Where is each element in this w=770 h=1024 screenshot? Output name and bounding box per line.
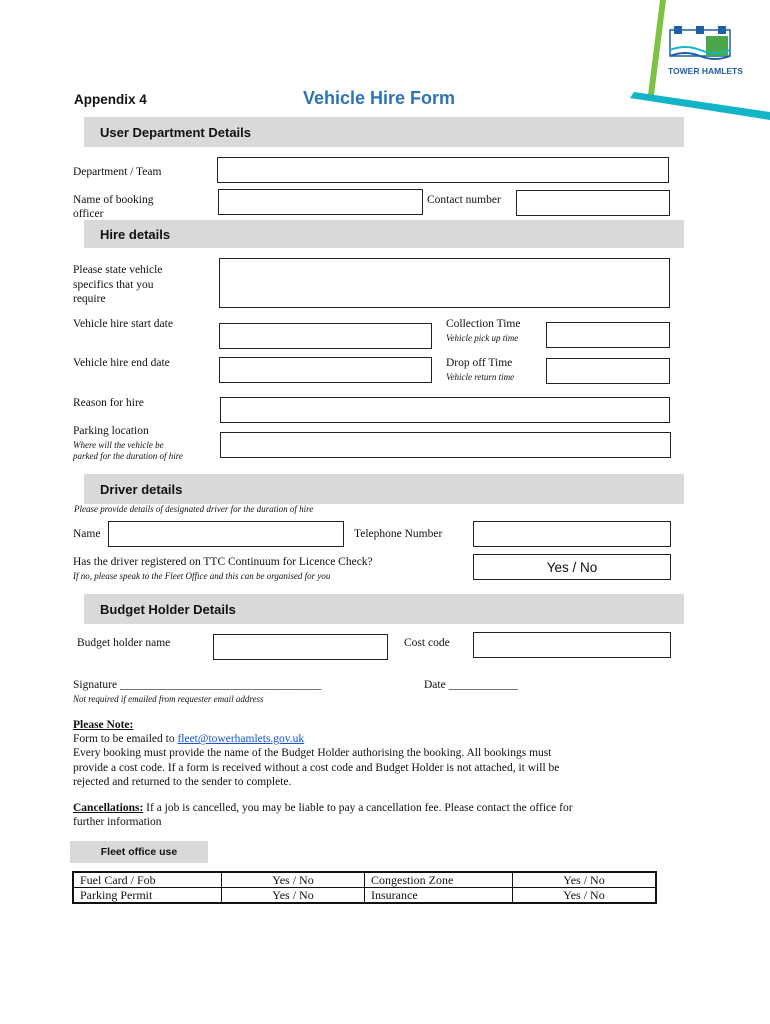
table-row bbox=[73, 888, 656, 904]
ttc-yes-no-field[interactable]: Yes / No bbox=[473, 554, 671, 580]
fleet-label-congestion: Congestion Zone bbox=[365, 872, 513, 888]
budget-holder-field[interactable] bbox=[213, 634, 388, 660]
note-email-prefix: Form to be emailed to bbox=[73, 733, 178, 746]
section-title: Driver details bbox=[100, 481, 183, 497]
booking-officer-field[interactable] bbox=[218, 189, 423, 215]
section-driver-details bbox=[84, 474, 684, 504]
please-note-block bbox=[73, 718, 713, 789]
fleet-value-parking-permit[interactable]: Yes / No bbox=[222, 888, 365, 904]
fleet-label-insurance: Insurance bbox=[365, 888, 513, 904]
vehicle-specifics-field[interactable] bbox=[219, 258, 670, 308]
cancellations-heading: Cancellations: bbox=[73, 802, 144, 814]
section-title: Budget Holder Details bbox=[100, 601, 236, 617]
specifics-line2: specifics that you bbox=[73, 278, 154, 291]
dropoff-time-field[interactable] bbox=[546, 358, 670, 384]
specifics-line1: Please state vehicle bbox=[73, 264, 163, 276]
signature-hint: Not required if emailed from requester email address bbox=[73, 694, 264, 704]
cancellations-text-1: If a job is cancelled, you may be liable to pay a cancellation fee. Please contact the office for bbox=[143, 802, 573, 814]
budget-holder-label: Budget holder name bbox=[77, 637, 171, 649]
parking-hint bbox=[73, 440, 183, 462]
driver-name-label: Name bbox=[73, 528, 101, 540]
booking-officer-label bbox=[73, 193, 153, 221]
cost-code-field[interactable] bbox=[473, 632, 671, 658]
fleet-value-congestion[interactable]: Yes / No bbox=[513, 872, 657, 888]
note-email-line bbox=[73, 732, 713, 746]
fleet-value-insurance[interactable]: Yes / No bbox=[513, 888, 657, 904]
section-title: User Department Details bbox=[100, 124, 251, 140]
cost-code-label: Cost code bbox=[404, 637, 450, 649]
hire-end-label: Vehicle hire end date bbox=[73, 357, 170, 369]
parking-hint-line1: Where will the vehicle be bbox=[73, 440, 164, 450]
ttc-hint: If no, please speak to the Fleet Office and this can be organised for you bbox=[73, 571, 331, 581]
collection-time-field[interactable] bbox=[546, 322, 670, 348]
parking-field[interactable] bbox=[220, 432, 671, 458]
dropoff-time-label: Drop off Time bbox=[446, 357, 513, 369]
department-label: Department / Team bbox=[73, 166, 162, 178]
driver-hint: Please provide details of designated driver for the duration of hire bbox=[74, 504, 314, 514]
specifics-line3: require bbox=[73, 293, 106, 305]
booking-officer-label-line2: officer bbox=[73, 208, 104, 220]
date-line[interactable]: Date ____________ bbox=[424, 679, 518, 691]
contact-number-label: Contact number bbox=[427, 194, 501, 206]
section-user-department bbox=[84, 117, 684, 147]
dropoff-time-hint: Vehicle return time bbox=[446, 372, 515, 382]
contact-number-field[interactable] bbox=[516, 190, 670, 216]
section-hire-details bbox=[84, 220, 684, 248]
collection-time-label: Collection Time bbox=[446, 318, 521, 330]
hire-start-field[interactable] bbox=[219, 323, 432, 349]
ttc-question: Has the driver registered on TTC Continuum for Licence Check? bbox=[73, 556, 373, 568]
reason-label: Reason for hire bbox=[73, 397, 144, 409]
section-title: Hire details bbox=[100, 226, 171, 242]
fleet-value-fuel-card[interactable]: Yes / No bbox=[222, 872, 365, 888]
collection-time-hint: Vehicle pick up time bbox=[446, 333, 519, 343]
tower-hamlets-logo bbox=[630, 0, 770, 120]
parking-hint-line2: parked for the duration of hire bbox=[73, 451, 183, 461]
page-title: Vehicle Hire Form bbox=[303, 88, 456, 108]
vehicle-specifics-label bbox=[73, 263, 162, 307]
note-heading: Please Note: bbox=[73, 719, 134, 731]
logo-text: TOWER HAMLETS bbox=[668, 66, 743, 76]
note-line-1: Every booking must provide the name of the Budget Holder authorising the booking. All bookings must bbox=[73, 747, 552, 760]
cancellations-block bbox=[73, 801, 723, 829]
telephone-label: Telephone Number bbox=[354, 528, 443, 540]
department-field[interactable] bbox=[217, 157, 669, 183]
telephone-field[interactable] bbox=[473, 521, 671, 547]
hire-start-label: Vehicle hire start date bbox=[73, 318, 173, 330]
cancellations-line1 bbox=[73, 801, 723, 815]
fleet-office-title: Fleet office use bbox=[70, 841, 208, 863]
booking-officer-label-line1: Name of booking bbox=[73, 194, 154, 206]
hire-end-field[interactable] bbox=[219, 357, 432, 383]
reason-field[interactable] bbox=[220, 397, 670, 423]
signature-line[interactable]: Signature ___________________________________ bbox=[73, 679, 322, 691]
note-line-2: provide a cost code. If a form is received without a cost code and Budget Holder is not attached, it will be bbox=[73, 761, 560, 774]
fleet-label-fuel-card: Fuel Card / Fob bbox=[73, 872, 222, 888]
section-budget-holder bbox=[84, 594, 684, 624]
table-row bbox=[73, 872, 656, 888]
note-line-3: rejected and returned to the sender to complete. bbox=[73, 775, 292, 788]
parking-label: Parking location bbox=[73, 425, 149, 437]
fleet-office-table bbox=[72, 871, 657, 904]
fleet-email-link[interactable]: fleet@towerhamlets.gov.uk bbox=[177, 733, 305, 746]
cancellations-line2: further information bbox=[73, 816, 162, 829]
driver-name-field[interactable] bbox=[108, 521, 344, 547]
fleet-label-parking-permit: Parking Permit bbox=[73, 888, 222, 904]
appendix-label: Appendix 4 bbox=[74, 92, 147, 107]
